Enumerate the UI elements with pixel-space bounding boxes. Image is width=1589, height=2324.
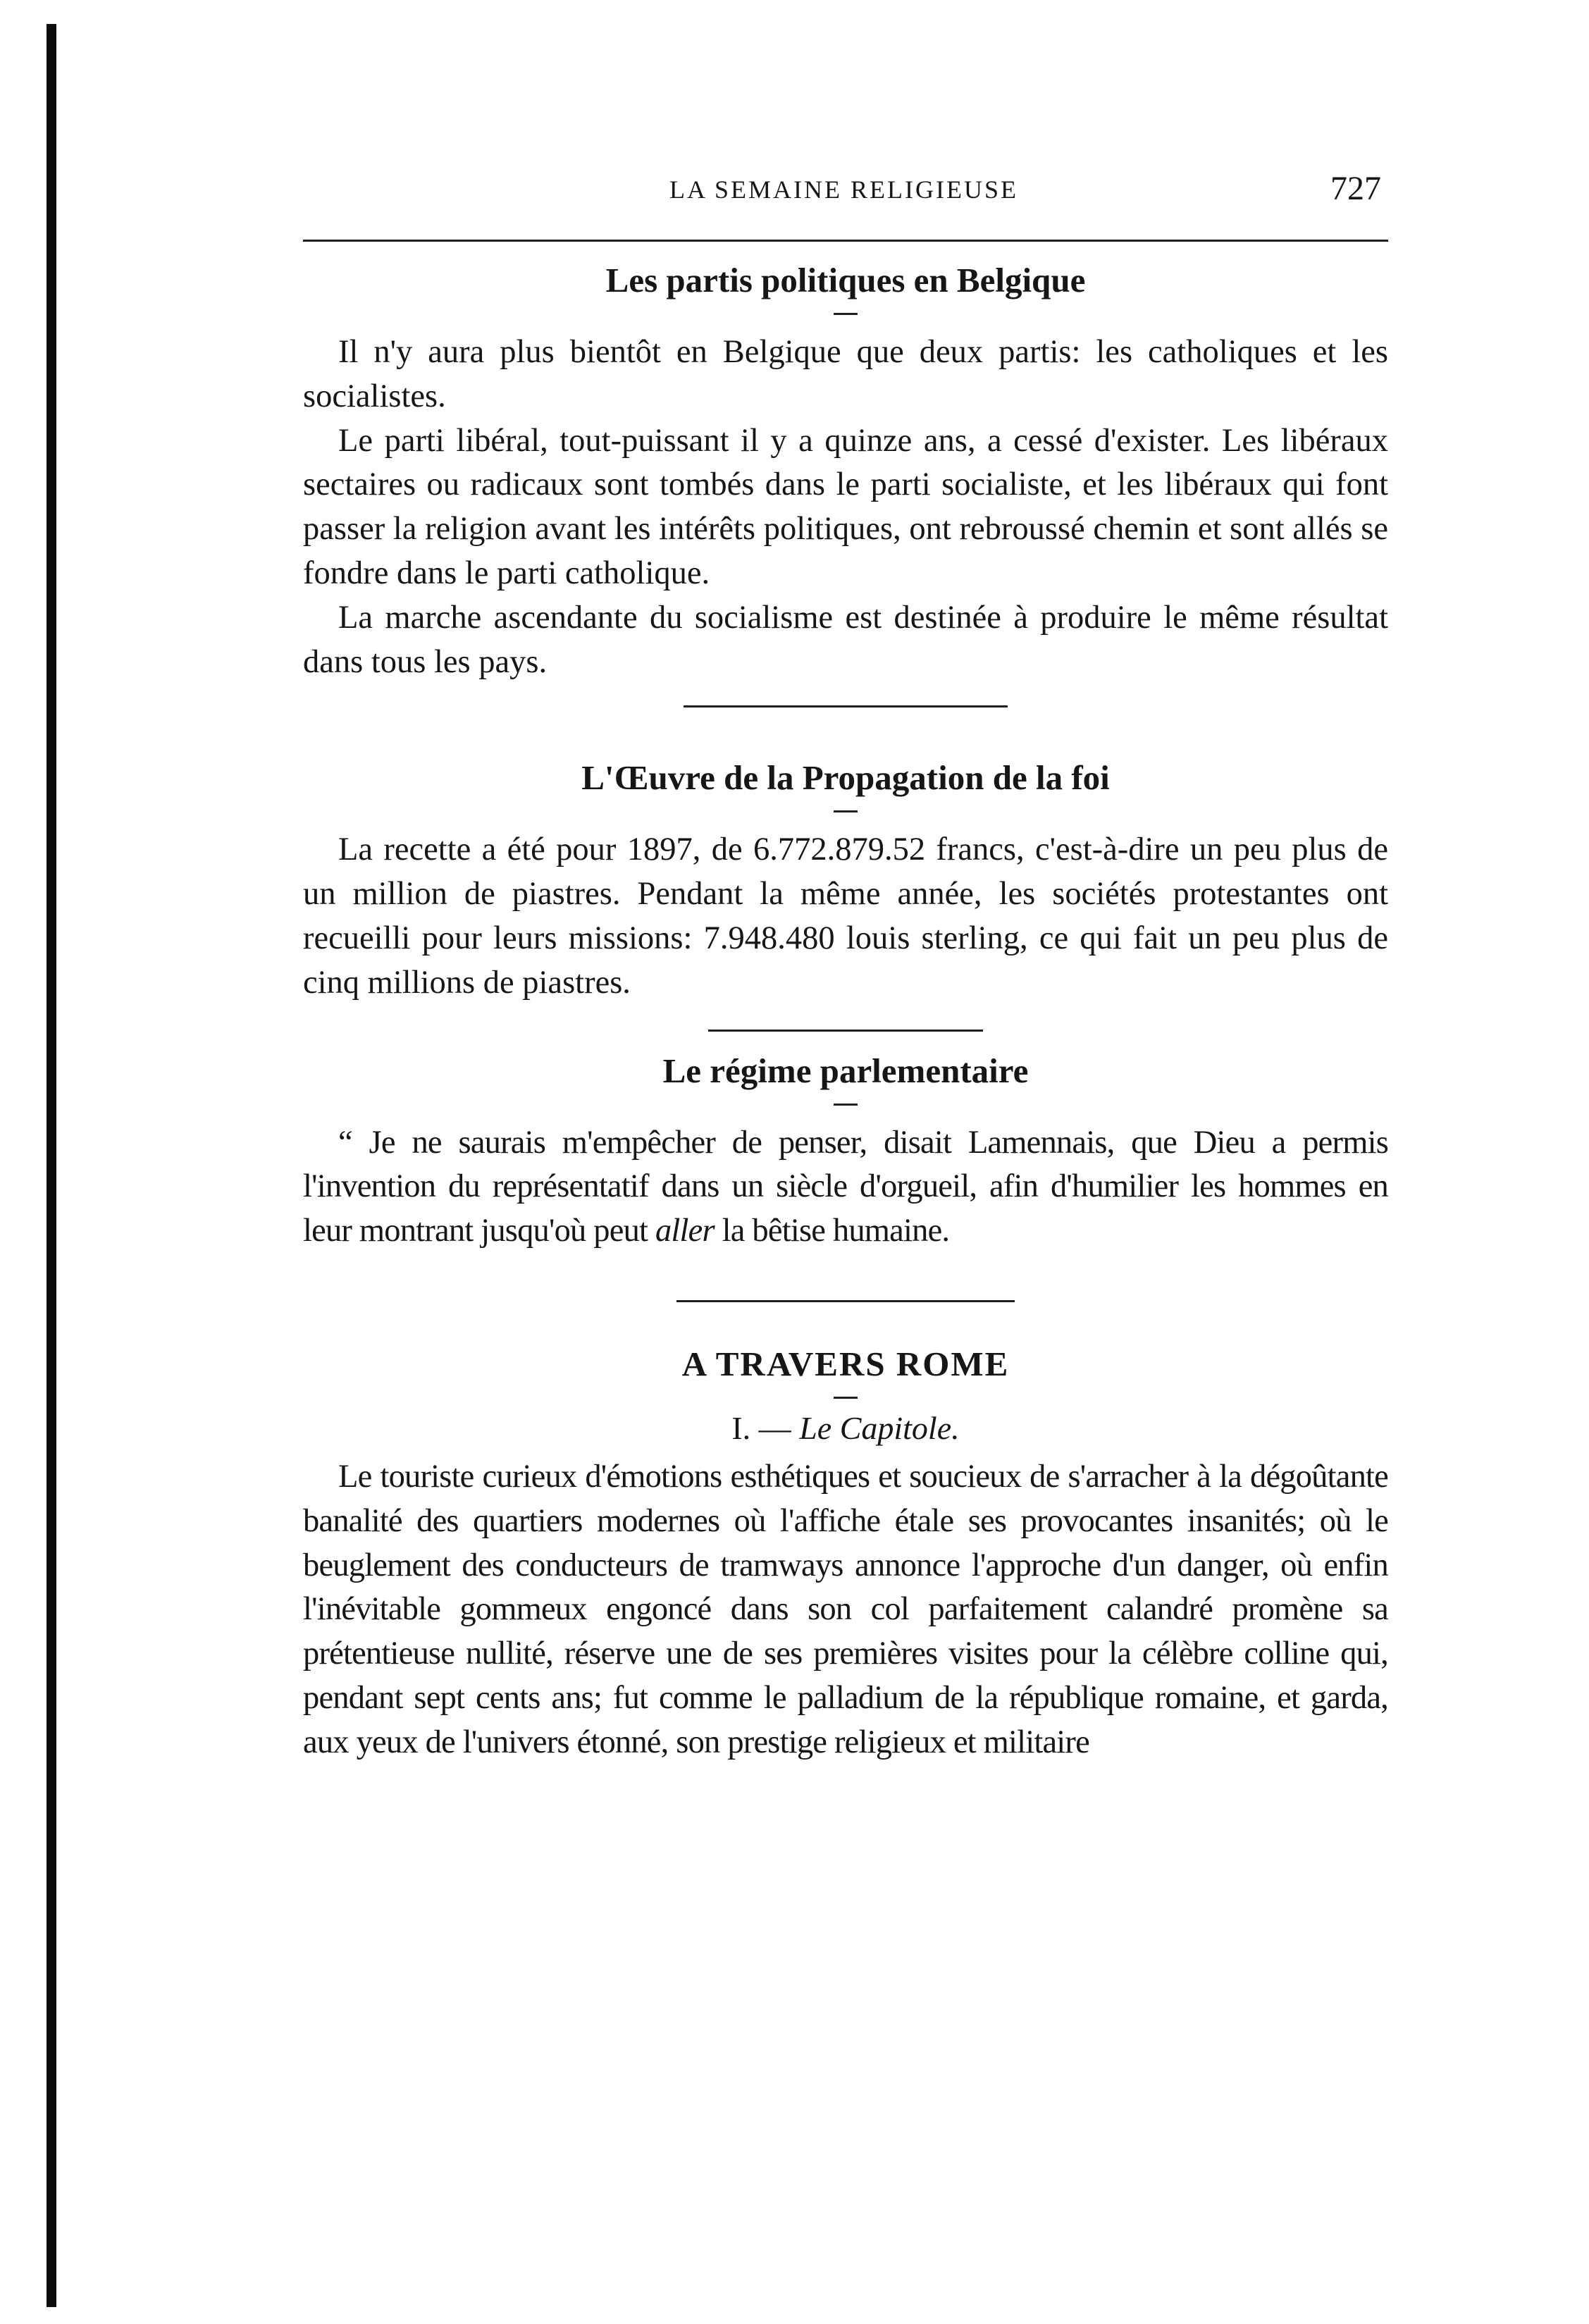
running-head bbox=[303, 162, 1388, 217]
section-a-travers-rome bbox=[303, 1343, 1388, 1765]
paragraph: Le parti libéral, tout-puissant il y a quinze ans, a cessé d'exister. Les libéraux sectaires ou radicaux sont tombés dans le parti socialiste, et les libéraux qui font passer la religion avant les intérêts politiques, ont rebroussé chemin et sont allés se fondre dans le parti catholique. bbox=[303, 422, 1388, 591]
section-subtitle bbox=[303, 1409, 1388, 1448]
binding-edge bbox=[47, 24, 56, 2307]
quote-emphasis: aller bbox=[655, 1213, 715, 1249]
title-dash bbox=[834, 810, 858, 812]
section-propagation-foi bbox=[303, 757, 1388, 1005]
section-partis-politiques bbox=[303, 259, 1388, 684]
paragraph: La recette a été pour 1897, de 6.772.879.52 francs, c'est-à-dire un peu plus de un million de piastres. Pendant la même année, les sociétés protestantes ont recueilli pour leurs missions: 7.948.480 louis sterling, ce qui fait un peu plus de cinq millions de piastres. bbox=[303, 832, 1388, 1001]
paragraph: Il n'y aura plus bientôt en Belgique que deux partis: les catholiques et les socialistes. bbox=[303, 334, 1388, 414]
header-rule bbox=[303, 240, 1388, 242]
quote-paragraph bbox=[303, 1121, 1388, 1254]
quote-text-end: la bêtise humaine. bbox=[714, 1213, 950, 1249]
title-dash bbox=[834, 1104, 858, 1106]
section-separator bbox=[676, 1300, 1015, 1302]
section-regime-parlementaire bbox=[303, 1050, 1388, 1254]
title-dash bbox=[834, 313, 858, 315]
running-title: LA SEMAINE RELIGIEUSE bbox=[669, 175, 1018, 204]
section-separator bbox=[708, 1030, 983, 1032]
section-title: A TRAVERS ROME bbox=[681, 1344, 1010, 1383]
paragraph: Le touriste curieux d'émotions esthétiques et soucieux de s'arracher à la dégoûtante banalité des quartiers modernes où l'affiche étale ses provocantes insanités; où le beuglement des conducteurs de tramways annonce l'approche d'un danger, où enfin l'inévitable gommeux engoncé dans son col parfaitement calandré promène sa prétentieuse nullité, réserve une de ses premières visites pour la célèbre colline qui, pendant sept cents ans; fut comme le palladium de la république romaine, et garda, aux yeux de l'univers étonné, son prestige religieux et militaire bbox=[303, 1458, 1388, 1760]
page-number: 727 bbox=[1330, 170, 1381, 207]
book-page bbox=[303, 162, 1388, 1765]
subtitle-text: Le Capitole. bbox=[799, 1409, 960, 1446]
title-dash bbox=[834, 1397, 858, 1399]
quote-text: “ Je ne saurais m'empêcher de penser, disait Lamennais, que Dieu a permis l'invention du représentatif dans un siècle d'orgueil, afin d'humilier les hommes en leur montrant jusqu'où peut bbox=[303, 1124, 1388, 1249]
paragraph: La marche ascendante du socialisme est destinée à produire le même résultat dans tous les pays. bbox=[303, 599, 1388, 680]
section-title: Les partis politiques en Belgique bbox=[605, 261, 1086, 299]
section-separator bbox=[684, 705, 1008, 707]
section-title: Le régime parlementaire bbox=[662, 1051, 1029, 1090]
subtitle-number: I. — bbox=[731, 1409, 800, 1446]
section-title: L'Œuvre de la Propagation de la foi bbox=[581, 758, 1110, 798]
